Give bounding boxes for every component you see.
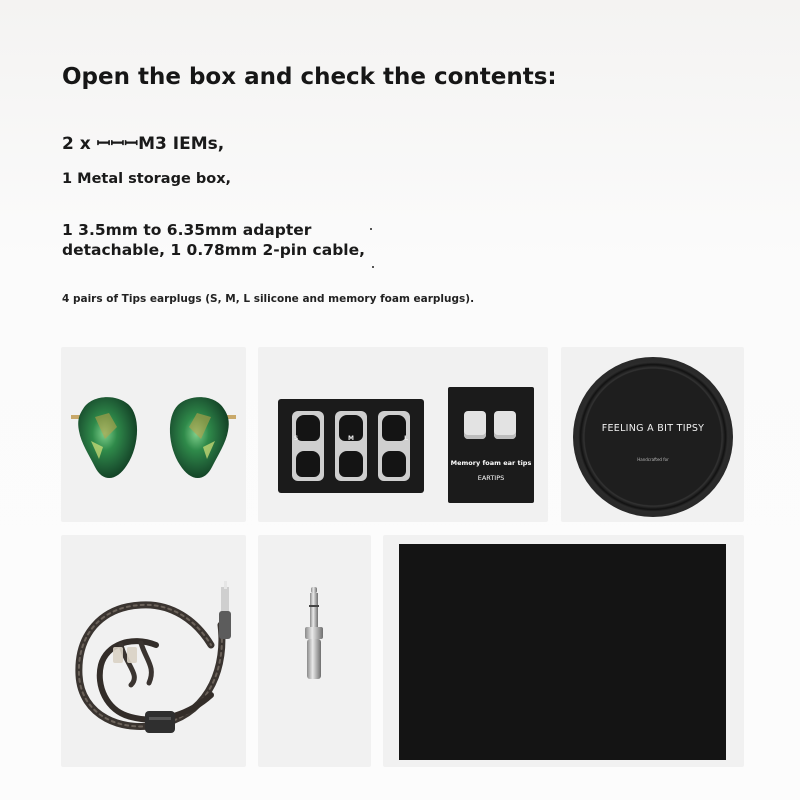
- speck: [370, 228, 372, 230]
- item-storage-box: 1 Metal storage box,: [62, 171, 232, 187]
- metal-storage-tin: [573, 357, 733, 517]
- size-label-l: L: [404, 435, 408, 442]
- tray-slot: [378, 411, 410, 481]
- photo-adapter: [258, 535, 371, 767]
- storage-pouch: [399, 544, 726, 760]
- item-adapter: 1 3.5mm to 6.35mm adapter: [62, 221, 312, 239]
- photo-iems: [61, 347, 246, 522]
- tray-slot: [292, 411, 324, 481]
- photo-storage-tin: [561, 347, 744, 522]
- adapter-plug-icon: [258, 535, 371, 767]
- size-label-m: M: [348, 435, 354, 442]
- size-label-s: S: [293, 435, 299, 442]
- tray-slot: [335, 411, 367, 481]
- foam-tip: [464, 411, 486, 439]
- photo-pouch: [383, 535, 744, 767]
- iem-earphone-icon: [61, 347, 246, 522]
- foam-pack-label: EARTIPS: [477, 474, 505, 482]
- foam-tip: [494, 411, 516, 439]
- tin-brand: FEELING A BIT TIPSY: [601, 423, 705, 434]
- foam-tips-pack: [448, 387, 534, 503]
- item-iems: 2 x ꟷꟷꟷM3 IEMs,: [62, 134, 225, 154]
- photo-cable: [61, 535, 246, 767]
- foam-pack-title: Memory foam ear tips: [450, 459, 532, 467]
- silicone-tips-tray: [278, 399, 424, 493]
- eartips-note: 4 pairs of Tips earplugs (S, M, L silicone and memory foam earplugs).: [62, 293, 475, 305]
- cable-icon: [61, 535, 246, 767]
- silicone-tip: [382, 451, 406, 477]
- item-cable: detachable, 1 0.78mm 2-pin cable,: [62, 241, 365, 259]
- page-heading: Open the box and check the contents:: [62, 64, 557, 90]
- silicone-tip: [339, 451, 363, 477]
- tin-subtext: Handcrafted for: [637, 457, 669, 462]
- speck: [372, 266, 374, 268]
- photo-eartips: [258, 347, 548, 522]
- silicone-tip: [296, 451, 320, 477]
